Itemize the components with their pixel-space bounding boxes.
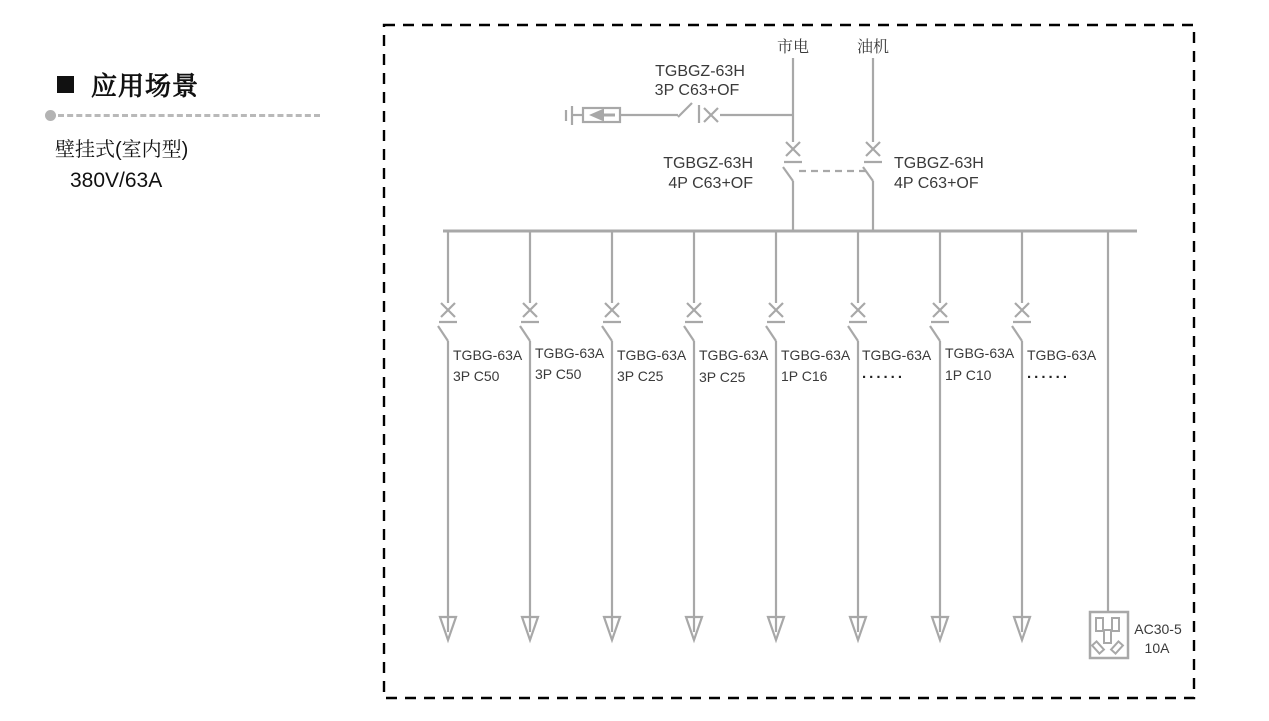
mains-source-label: 市电 bbox=[776, 39, 810, 56]
transfer-left-spec-label: 4P C63+OF bbox=[668, 175, 753, 192]
feeder-4-model: TGBG-63A bbox=[699, 347, 769, 363]
transfer-right-spec-label: 4P C63+OF bbox=[894, 175, 979, 192]
feeder-5-spec: 1P C16 bbox=[781, 368, 828, 384]
feeder-branch-5 bbox=[766, 231, 785, 640]
feeder-1-spec: 3P C50 bbox=[453, 368, 500, 384]
feeder-2-spec: 3P C50 bbox=[535, 366, 582, 382]
feeder-4-spec: 3P C25 bbox=[699, 369, 746, 385]
feeder-8-spec: ...... bbox=[1027, 365, 1071, 382]
mount-type-label: 壁挂式(室内型) bbox=[55, 139, 189, 161]
spd-breaker-model-label: TGBGZ-63H bbox=[655, 63, 745, 80]
feeder-branch-6 bbox=[848, 231, 867, 640]
ground-icon bbox=[566, 106, 583, 125]
transfer-right-model-label: TGBGZ-63H bbox=[894, 155, 984, 172]
feeder-2-model: TGBG-63A bbox=[535, 345, 605, 361]
voltage-rating-label: 380V/63A bbox=[70, 169, 163, 192]
socket-model-label: AC30-5 bbox=[1134, 621, 1182, 637]
transfer-left-model-label: TGBGZ-63H bbox=[663, 155, 753, 172]
feeder-branch-7 bbox=[930, 231, 949, 640]
transfer-breaker-mains-icon bbox=[783, 142, 802, 231]
feeder-6-model: TGBG-63A bbox=[862, 347, 932, 363]
spd-breaker-spec-label: 3P C63+OF bbox=[654, 82, 740, 99]
feeder-1-model: TGBG-63A bbox=[453, 347, 523, 363]
feeder-8-model: TGBG-63A bbox=[1027, 347, 1097, 363]
socket-rating-label: 10A bbox=[1144, 640, 1170, 656]
surge-protector-icon bbox=[583, 108, 620, 122]
socket-icon bbox=[1090, 612, 1128, 658]
feeder-5-model: TGBG-63A bbox=[781, 347, 851, 363]
generator-source-label: 油机 bbox=[856, 39, 890, 56]
feeder-7-model: TGBG-63A bbox=[945, 345, 1015, 361]
spd-breaker-icon bbox=[620, 103, 793, 123]
feeder-branch-1 bbox=[438, 231, 457, 640]
section-title: 应用场景 bbox=[91, 71, 200, 101]
feeder-branch-8 bbox=[1012, 231, 1031, 640]
feeder-7-spec: 1P C10 bbox=[945, 367, 992, 383]
feeder-branch-3 bbox=[602, 231, 621, 640]
feeder-branch-2 bbox=[520, 231, 539, 640]
feeder-3-model: TGBG-63A bbox=[617, 347, 687, 363]
transfer-breaker-generator-icon bbox=[863, 142, 882, 231]
feeder-branch-4 bbox=[684, 231, 703, 640]
feeder-3-spec: 3P C25 bbox=[617, 368, 664, 384]
feeder-6-spec: ...... bbox=[862, 365, 906, 382]
